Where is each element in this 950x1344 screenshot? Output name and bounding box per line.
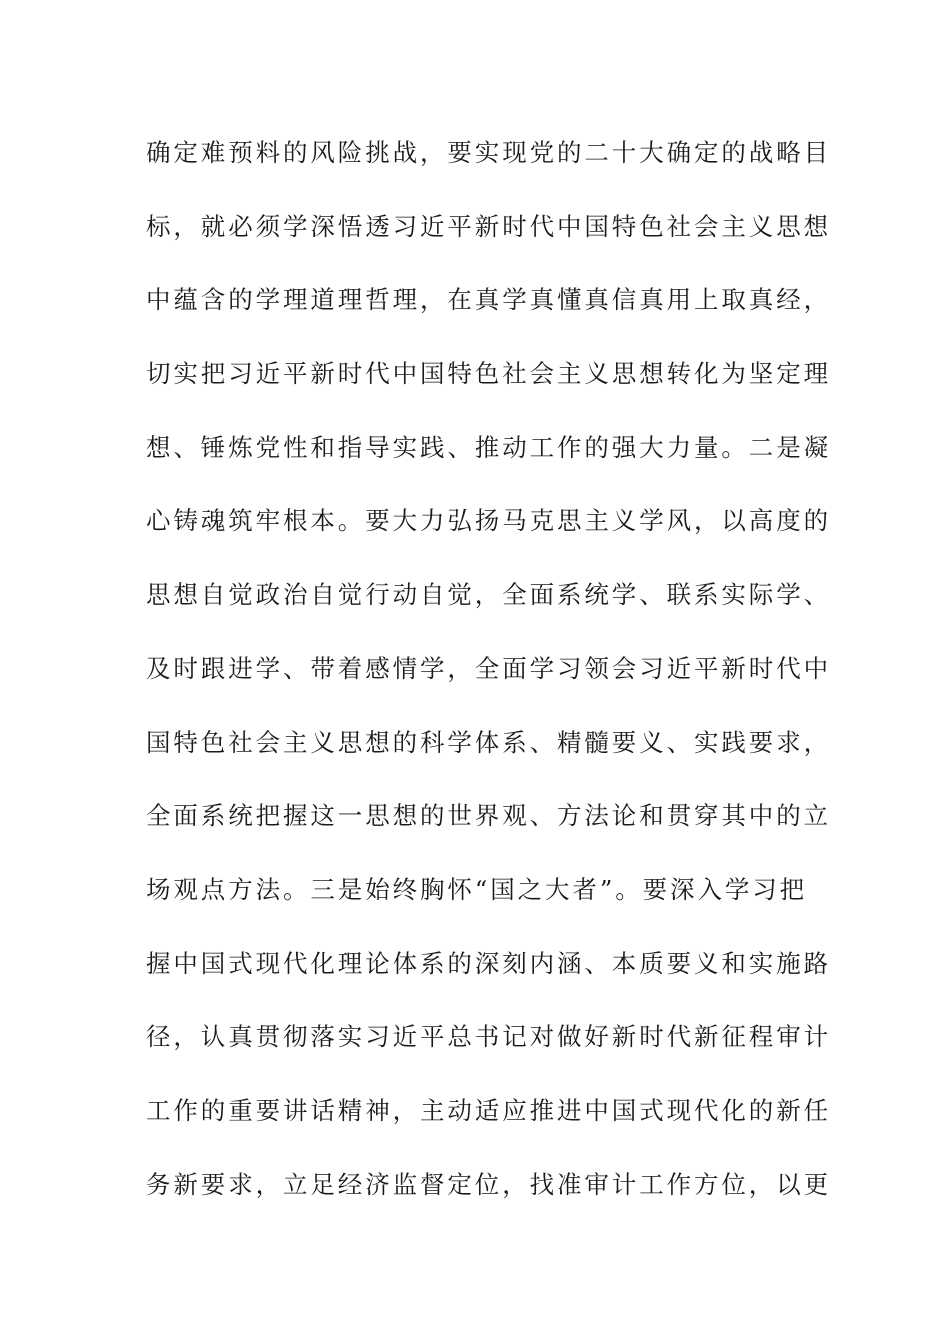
text-line: 工作的重要讲话精神，主动适应推进中国式现代化的新任 <box>146 1095 831 1125</box>
body-text <box>146 130 831 1235</box>
text-line: 国特色社会主义思想的科学体系、精髓要义、实践要求， <box>146 727 831 757</box>
text-line: 全面系统把握这一思想的世界观、方法论和贯穿其中的立 <box>146 801 831 831</box>
text-line: 确定难预料的风险挑战，要实现党的二十大确定的战略目 <box>146 138 831 167</box>
text-line: 切实把习近平新时代中国特色社会主义思想转化为坚定理 <box>146 359 831 389</box>
text-line: 想、锤炼党性和指导实践、推动工作的强大力量。二是凝 <box>146 432 831 462</box>
text-line: 握中国式现代化理论体系的深刻内涵、本质要义和实施路 <box>146 948 831 978</box>
text-line: 思想自觉政治自觉行动自觉，全面系统学、联系实际学、 <box>146 580 831 610</box>
text-line: 中蕴含的学理道理哲理，在真学真懂真信真用上取真经， <box>146 285 831 315</box>
text-line: 务新要求，立足经济监督定位，找准审计工作方位，以更 <box>146 1169 831 1199</box>
text-line: 心铸魂筑牢根本。要大力弘扬马克思主义学风，以高度的 <box>146 506 831 536</box>
text-line: 场观点方法。三是始终胸怀“国之大者”。要深入学习把 <box>146 874 808 904</box>
text-line: 标，就必须学深悟透习近平新时代中国特色社会主义思想 <box>146 211 831 241</box>
text-line: 及时跟进学、带着感情学，全面学习领会习近平新时代中 <box>146 653 831 683</box>
text-line: 径，认真贯彻落实习近平总书记对做好新时代新征程审计 <box>146 1022 831 1052</box>
